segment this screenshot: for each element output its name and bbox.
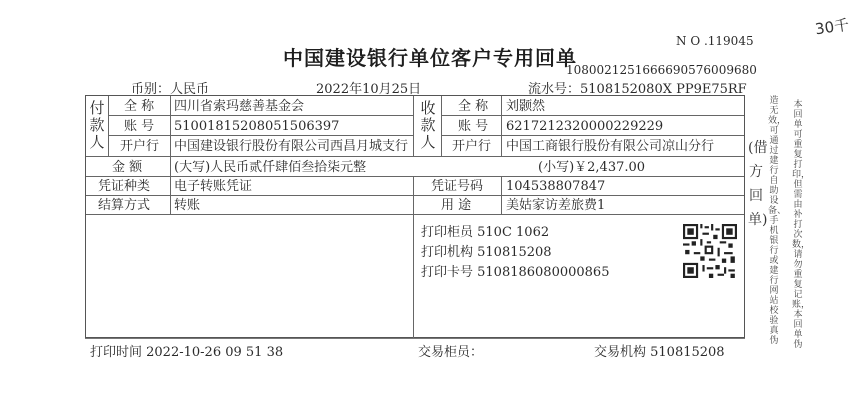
payee-name-label: 全 称 bbox=[458, 99, 489, 114]
voucher-type-label: 凭证种类 bbox=[98, 179, 151, 194]
trade-org: 交易机构 510815208 bbox=[594, 345, 725, 360]
footer-divider bbox=[85, 338, 745, 339]
payer-account: 51001815208051506397 bbox=[174, 119, 340, 134]
side-note-verify: 造无效，可通过建行自助设备、手机银行或建行网站校验真伪 bbox=[768, 96, 787, 346]
trade-teller: 交易柜员： bbox=[418, 345, 484, 360]
voucher-code: N O .119045 bbox=[676, 34, 754, 48]
purpose: 美姑家访差旅费1 bbox=[506, 198, 606, 213]
settlement-label: 结算方式 bbox=[98, 198, 151, 213]
payee-name: 刘颢然 bbox=[506, 99, 546, 114]
print-counter: 打印柜员 510C 1062 bbox=[421, 225, 550, 240]
settlement: 转账 bbox=[174, 198, 201, 213]
currency: 币别：人民币 bbox=[131, 82, 210, 97]
stub-label: (借方回单) bbox=[748, 140, 768, 228]
page-title: 中国建设银行单位客户专用回单 bbox=[283, 46, 577, 70]
payee-bank-label: 开户行 bbox=[452, 139, 492, 154]
handwritten-note: 30千 bbox=[813, 15, 851, 39]
print-org: 打印机构 510815208 bbox=[421, 245, 552, 260]
voucher-no-label: 凭证号码 bbox=[431, 179, 484, 194]
print-card: 打印卡号 5108186080000865 bbox=[421, 265, 610, 280]
purpose-label: 用 途 bbox=[441, 198, 472, 213]
payer-name-label: 全 称 bbox=[124, 99, 155, 114]
print-time: 打印时间 2022-10-26 09 51 38 bbox=[90, 345, 284, 360]
qr-code-icon bbox=[683, 224, 737, 278]
payer-name: 四川省索玛慈善基金会 bbox=[174, 99, 305, 114]
voucher-type: 电子转账凭证 bbox=[174, 179, 253, 194]
amount-words: (大写)人民币贰仟肆佰叁拾柒元整 bbox=[174, 160, 367, 175]
receipt-table bbox=[85, 95, 745, 338]
payer-bank: 中国建设银行股份有限公司西昌月城支行 bbox=[174, 139, 409, 154]
transaction-date: 2022年10月25日 bbox=[316, 82, 422, 97]
payer-bank-label: 开户行 bbox=[120, 139, 160, 154]
payee-account: 6217212320000229229 bbox=[506, 119, 664, 134]
side-note-reprint: 本回单可重复打印，但需由补打次数，请勿重复记账，本回单伪 bbox=[792, 100, 811, 350]
long-number: 10800212516666905760096​80 bbox=[566, 63, 757, 77]
payee-bank: 中国工商银行股份有限公司凉山分行 bbox=[506, 139, 715, 154]
payee-account-label: 账 号 bbox=[458, 119, 489, 134]
serial-number: 流水号：5108152080X PP9E75RF bbox=[528, 82, 747, 97]
amount-label: 金 额 bbox=[112, 160, 143, 175]
payee-side-label: 收款人 bbox=[420, 99, 436, 151]
voucher-no: 104538807847 bbox=[506, 179, 606, 194]
payer-side-label: 付款人 bbox=[89, 99, 105, 151]
payer-account-label: 账 号 bbox=[124, 119, 155, 134]
amount-number: (小写)￥2,437.00 bbox=[538, 160, 646, 175]
